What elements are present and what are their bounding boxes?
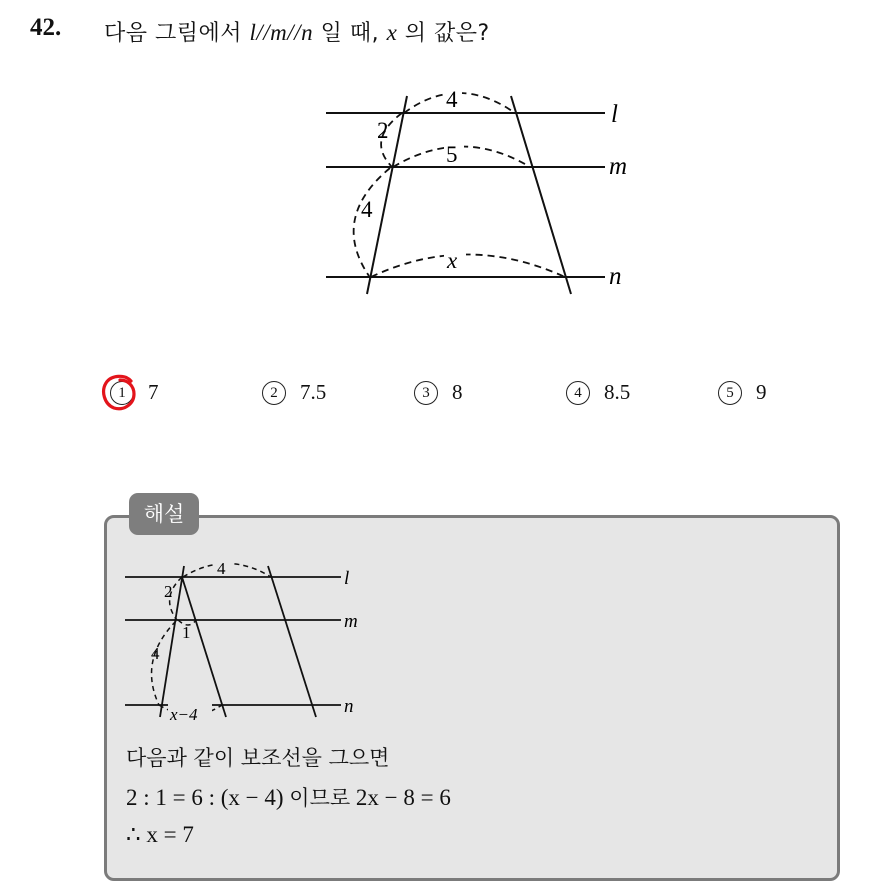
choice-value-2: 7.5 bbox=[300, 380, 327, 404]
question-suffix: 의 값은? bbox=[404, 21, 490, 46]
choice-value-5: 9 bbox=[756, 380, 767, 404]
sol-line-label-n: n bbox=[344, 696, 354, 717]
solution-conclusion: ∴ x = 7 bbox=[126, 822, 194, 847]
choice-mark-5: 5 bbox=[718, 381, 742, 405]
choice-value-1: 7 bbox=[148, 380, 159, 404]
solution-line-1: 다음과 같이 보조선을 그으면 bbox=[126, 746, 390, 770]
choice-value-4: 8.5 bbox=[604, 380, 631, 404]
line-label-m: m bbox=[609, 153, 628, 180]
question-prefix: 다음 그림에서 bbox=[104, 21, 243, 46]
solution-tab: 해설 bbox=[129, 493, 199, 535]
segment-label-upper: 2 bbox=[377, 118, 389, 143]
sol-transversal-right bbox=[268, 566, 316, 717]
sol-top-label: 4 bbox=[217, 559, 226, 578]
question-number: 42. bbox=[30, 14, 62, 41]
choice-mark-2: 2 bbox=[262, 381, 286, 405]
sol-line-label-l: l bbox=[344, 568, 350, 589]
segment-label-lower: 4 bbox=[361, 197, 373, 222]
solution-line-2 bbox=[126, 782, 451, 812]
sol-auxiliary-line bbox=[182, 577, 226, 717]
sol-segment-label-1: 1 bbox=[182, 623, 191, 642]
parallel-condition: l//m//n bbox=[249, 20, 314, 45]
line-label-n: n bbox=[609, 263, 622, 290]
question-variable: x bbox=[386, 20, 398, 45]
choice-mark-3: 3 bbox=[414, 381, 438, 405]
width-label-top: 4 bbox=[446, 87, 458, 112]
choice-mark-1: 1 bbox=[110, 381, 134, 405]
question-mid: 일 때, bbox=[320, 21, 380, 46]
width-label-bottom: x bbox=[447, 248, 458, 273]
sol-line-label-m: m bbox=[344, 611, 358, 632]
line-label-l: l bbox=[611, 101, 618, 128]
width-label-mid: 5 bbox=[446, 142, 458, 167]
solution-connector: 이므로 bbox=[289, 786, 351, 810]
choice-value-3: 8 bbox=[452, 380, 463, 404]
sol-bottom-label: x−4 bbox=[170, 705, 198, 724]
solution-linear-equation: 2x − 8 = 6 bbox=[355, 785, 451, 810]
choice-mark-4: 4 bbox=[566, 381, 590, 405]
sol-segment-label-4: 4 bbox=[151, 644, 160, 663]
sol-segment-label-2: 2 bbox=[164, 582, 173, 601]
solution-ratio-equation: 2 : 1 = 6 : (x − 4) bbox=[126, 785, 284, 810]
